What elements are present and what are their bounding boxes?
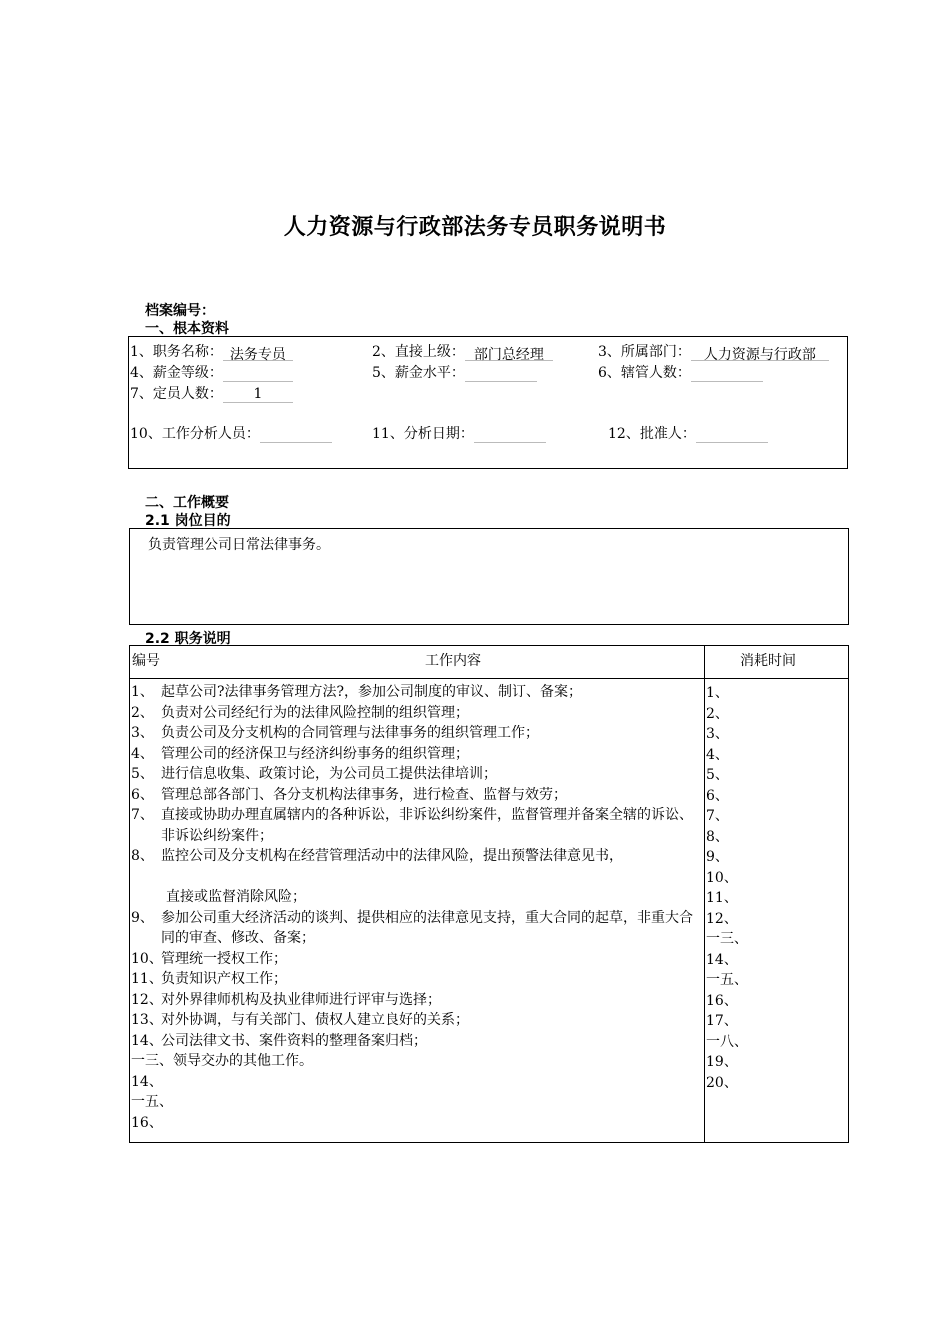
analysis-date-field: [372, 423, 546, 443]
duty-text: 对外界律师机构及执业律师进行评审与选择；: [161, 991, 441, 1008]
duty-item: [131, 723, 703, 744]
supervisor-field: [372, 341, 553, 361]
department-value: 人力资源与行政部: [691, 344, 829, 361]
time-item: 9、: [706, 849, 729, 865]
duty-item: [131, 764, 703, 785]
page-title: 人力资源与行政部法务专员职务说明书: [283, 215, 667, 240]
duty-item: [131, 744, 703, 765]
salary-level-label: 5、薪金水平：: [372, 365, 465, 381]
approver-field: [608, 423, 768, 443]
section-overview-heading: 二、工作概要: [145, 495, 229, 511]
duty-item: [131, 846, 703, 867]
approver-blank: [696, 426, 768, 443]
duty-item: [131, 1031, 703, 1052]
duty-text: 负责对公司经纪行为的法律风险控制的组织管理；: [161, 704, 469, 721]
duty-number: 5、: [131, 766, 154, 782]
time-item: 11、: [706, 890, 738, 906]
time-item: 16、: [706, 992, 738, 1009]
duty-number: 1、: [131, 684, 154, 700]
time-item: 5、: [706, 767, 729, 783]
col-header-no: 编号: [132, 653, 160, 669]
duty-number: 9、: [131, 909, 154, 926]
duty-item: [131, 785, 703, 806]
duties-table-header-divider: [129, 678, 849, 679]
duty-item: [131, 682, 703, 703]
duty-item: [131, 703, 703, 724]
duty-number: 10、: [131, 950, 163, 967]
job-name-label: 1、职务名称：: [130, 344, 223, 360]
purpose-text: 负责管理公司日常法律事务。: [148, 537, 330, 553]
time-item: 一三、: [706, 931, 748, 947]
job-name-value: 法务专员: [223, 344, 293, 361]
time-item: 19、: [706, 1054, 738, 1070]
department-label: 3、所属部门：: [598, 344, 691, 360]
time-item: 2、: [706, 705, 729, 722]
duty-item: [131, 908, 703, 949]
duty-number: 7、: [131, 807, 154, 823]
subordinates-label: 6、辖管人数：: [598, 365, 691, 381]
time-item: 12、: [706, 910, 738, 927]
time-item: 8、: [706, 828, 729, 845]
time-item: 7、: [706, 808, 729, 824]
salary-level-blank: [465, 365, 537, 382]
duty-number: 13、: [131, 1012, 163, 1028]
headcount-field: [130, 383, 293, 403]
archive-number-label: 档案编号：: [145, 303, 215, 319]
extra-duty-item: 16、: [131, 1114, 163, 1131]
duty-item: [131, 1010, 703, 1031]
duty-text: 负责公司及分支机构的合同管理与法律事务的组织管理工作；: [161, 725, 539, 741]
duty-text: 直接或监督消除风险；: [166, 889, 306, 905]
duty-text: 监控公司及分支机构在经营管理活动中的法律风险，提出预警法律意见书，: [161, 848, 623, 864]
analysis-date-label: 11、分析日期：: [372, 426, 474, 442]
headcount-value: 1: [223, 386, 293, 403]
analysis-date-blank: [474, 426, 546, 443]
duty-number: 3、: [131, 725, 154, 741]
duty-item: [131, 887, 703, 908]
col-header-time: 消耗时间: [740, 653, 796, 669]
duty-item: [131, 990, 703, 1011]
subordinates-blank: [691, 365, 763, 382]
subordinates-field: [598, 362, 763, 382]
duty-text: 管理总部各部门、各分支机构法律事务，进行检查、监督与效劳；: [161, 786, 567, 803]
section-basic-heading: 一、根本资料: [145, 321, 229, 337]
time-item: 17、: [706, 1013, 738, 1029]
duties-heading: 2.2 职务说明: [145, 631, 231, 647]
extra-duty-item: 14、: [131, 1073, 163, 1090]
analyst-field: [130, 423, 332, 443]
time-item: 14、: [706, 951, 738, 968]
duty-number: 4、: [131, 745, 154, 762]
duty-number: 6、: [131, 786, 154, 803]
supervisor-value: 部门总经理: [465, 344, 553, 361]
headcount-label: 7、定员人数：: [130, 386, 223, 402]
duty-text: 对外协调，与有关部门、债权人建立良好的关系；: [161, 1012, 469, 1028]
extra-duty-item: 一五、: [131, 1094, 173, 1110]
duty-text: 管理统一授权工作；: [161, 950, 287, 967]
duty-item: [131, 969, 703, 990]
department-field: [598, 341, 829, 361]
duty-text: 公司法律文书、案件资料的整理备案归档；: [161, 1032, 427, 1049]
analyst-blank: [260, 426, 332, 443]
duty-text: 参加公司重大经济活动的谈判、提供相应的法律意见支持，重大合同的起草，非重大合同的审查、修改、备案；: [161, 909, 693, 946]
approver-label: 12、批准人：: [608, 426, 696, 442]
supervisor-label: 2、直接上级：: [372, 344, 465, 360]
salary-grade-field: [130, 362, 293, 382]
time-item: 20、: [706, 1074, 738, 1091]
duty-number: 2、: [131, 704, 154, 721]
duty-item: [131, 949, 703, 970]
time-item: 3、: [706, 726, 729, 742]
col-header-content: 工作内容: [425, 653, 481, 669]
analyst-label: 10、工作分析人员：: [130, 426, 260, 442]
salary-level-field: [372, 362, 537, 382]
time-item: 4、: [706, 746, 729, 763]
duty-item: [131, 805, 703, 846]
time-item: 一五、: [706, 972, 748, 988]
duty-text: 直接或协助办理直属辖内的各种诉讼，非诉讼纠纷案件，监督管理并备案全辖的诉讼、非诉讼纠纷案件；: [161, 807, 693, 844]
job-name-field: [130, 341, 293, 361]
time-item: 10、: [706, 869, 738, 886]
time-item: 6、: [706, 787, 729, 804]
duty-text: 进行信息收集、政策讨论，为公司员工提供法律培训；: [161, 766, 497, 782]
duty-number: 11、: [131, 971, 163, 987]
salary-grade-blank: [223, 365, 293, 382]
purpose-heading: 2.1 岗位目的: [145, 513, 231, 529]
time-item: 一八、: [706, 1033, 748, 1050]
duty-number: 14、: [131, 1032, 163, 1049]
salary-grade-label: 4、薪金等级：: [130, 365, 223, 381]
duties-table-column-divider: [704, 645, 705, 1143]
duty-text: 起草公司?法律事务管理方法?，参加公司制度的审议、制订、备案；: [161, 684, 583, 700]
duty-text: 管理公司的经济保卫与经济纠纷事务的组织管理；: [161, 745, 469, 762]
duty-number: 8、: [131, 848, 154, 864]
extra-duty-item: 一三、领导交办的其他工作。: [131, 1053, 313, 1069]
time-item: 1、: [706, 685, 729, 701]
duty-number: 12、: [131, 991, 163, 1008]
duty-text: 负责知识产权工作；: [161, 971, 287, 987]
